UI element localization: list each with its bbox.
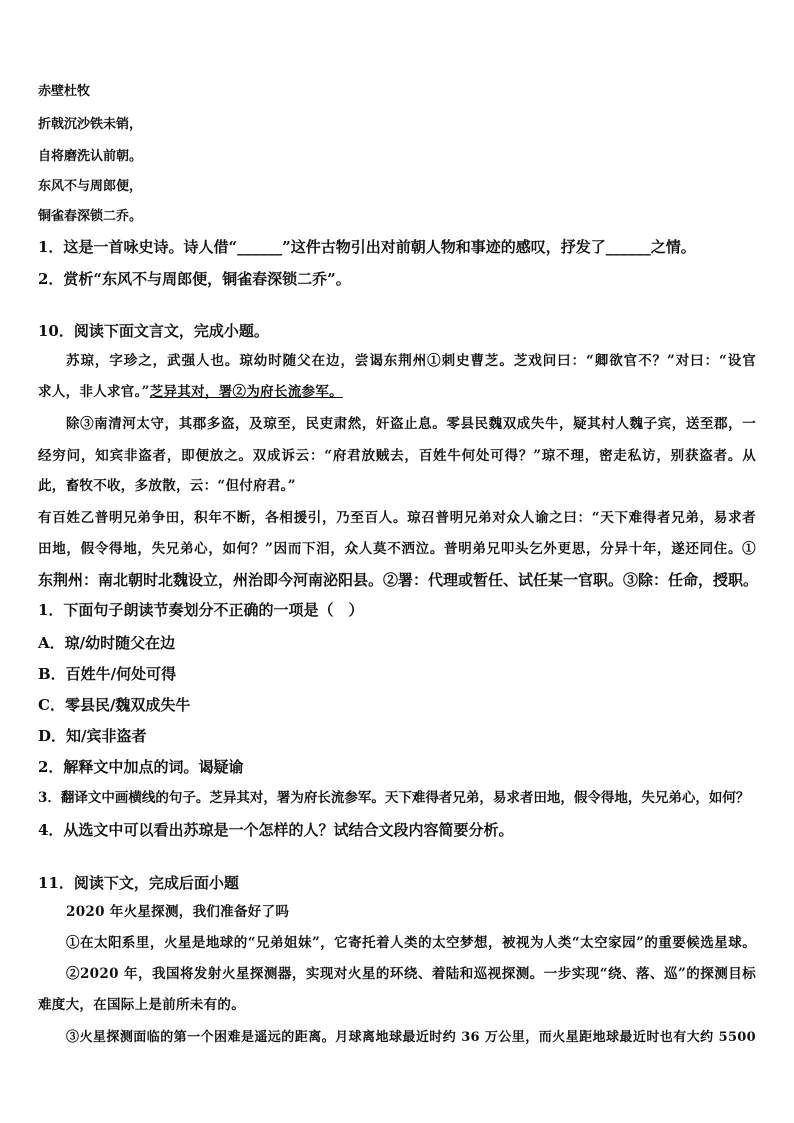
q10-option-c: C．零县民/魏双成失牛 [38,696,191,714]
q10-sub-question-1: 1．下面句子朗读节奏划分不正确的一项是（ ） [38,601,364,619]
q10-para2-line3: 此，畜牧不收，多放散，云：“但付府君。” [38,478,296,494]
q10-sub-question-4: 4．从选文中可以看出苏琼是一个怎样的人？试结合文段内容简要分析。 [38,821,514,839]
q10-para1-line2 [38,386,343,400]
poem-line-2: 自将磨洗认前朝。 [38,149,143,164]
q10-sub-question-2: 2．解释文中加点的词。谒疑谕 [38,758,244,776]
q10-option-a: A．琼/幼时随父在边 [38,634,176,652]
q11-heading: 11．阅读下文，完成后面小题 [38,874,239,892]
poem-line-3: 东风不与周郎便， [38,179,143,194]
q10-para2-line2: 经穷问，知宾非盗者，即便放之。双成诉云：“府君放贼去，百姓牛何处可得？”琼不理，密走私访，别获盗者。从 [38,448,756,464]
q11-paragraph-2-line1: ②2020 年，我国将发射火星探测器，实现对火星的环绕、着陆和巡视探测。一步实现“绕、落、巡”的探测目标 [66,966,756,982]
q10-para3-line2: 田地，假令得地，失兄弟心，如何？”因而下泪，众人莫不洒泣。普明弟兄叩头乞外更思，分异十年，遂还同住。① [38,541,756,557]
q11-paragraph-2-line2: 难度大，在国际上是前所未有的。 [38,997,245,1013]
q10-underlined-sentence-1: 芝异其对，署②为府长流参军。 [149,384,343,400]
poem-question-2: 2．赏析“东风不与周郎便，铜雀春深锁二乔”。 [38,270,351,288]
q10-footnote: 东荆州：南北朝时北魏设立，州治即今河南泌阳县。②署：代理或暂任、试任某一官职。③除：任命，授职。 [38,571,759,589]
poem-question-1: 1．这是一首咏史诗。诗人借“______”这件古物引出对前朝人物和事迹的感叹，抒发了______之情。 [38,238,696,256]
q10-option-d: D．知/宾非盗者 [38,727,147,745]
q10-para1-line2-text: 求人，非人求官。” [38,384,150,400]
q10-para2-line1: 除③南清河太守，其郡多盗，及琼至，民吏肃然，奸盗止息。零县民魏双成失牛，疑其村人魏子宾，送至郡，一 [66,416,756,432]
q10-option-b: B．百姓牛/何处可得 [38,665,177,683]
q11-article-title: 2020 年火星探测，我们准备好了吗 [66,904,290,920]
poem-line-4: 铜雀春深锁二乔。 [38,209,143,224]
q11-paragraph-1: ①在太阳系里，火星是地球的“兄弟姐妹”，它寄托着人类的太空梦想，被视为人类“太空家园”的重要候选星球。 [66,935,756,951]
q10-para1-line1: 苏琼，字珍之，武强人也。琼幼时随父在边，尝谒东荆州①刺史曹芝。芝戏问曰：“卿欲官不？”对曰：“设官 [66,353,756,369]
q10-sub-question-3: 3．翻译文中画横线的句子。芝异其对，署为府长流参军。天下难得者兄弟，易求者田地，假令得地，失兄弟心，如何？ [38,790,750,806]
q10-heading: 10．阅读下面文言文，完成小题。 [38,322,269,340]
poem-title: 赤壁杜牧 [38,84,91,99]
q10-para3-line1: 有百姓乙普明兄弟争田，积年不断，各相援引，乃至百人。琼召普明兄弟对众人谕之曰：“天下难得者兄弟，易求者 [38,510,756,526]
poem-line-1: 折戟沉沙铁未销， [38,117,143,132]
q11-paragraph-3-line1: ③火星探测面临的第一个困难是遥远的距离。月球离地球最近时约 36 万公里，而火星距地球最近时也有大约 5500 [66,1030,756,1045]
